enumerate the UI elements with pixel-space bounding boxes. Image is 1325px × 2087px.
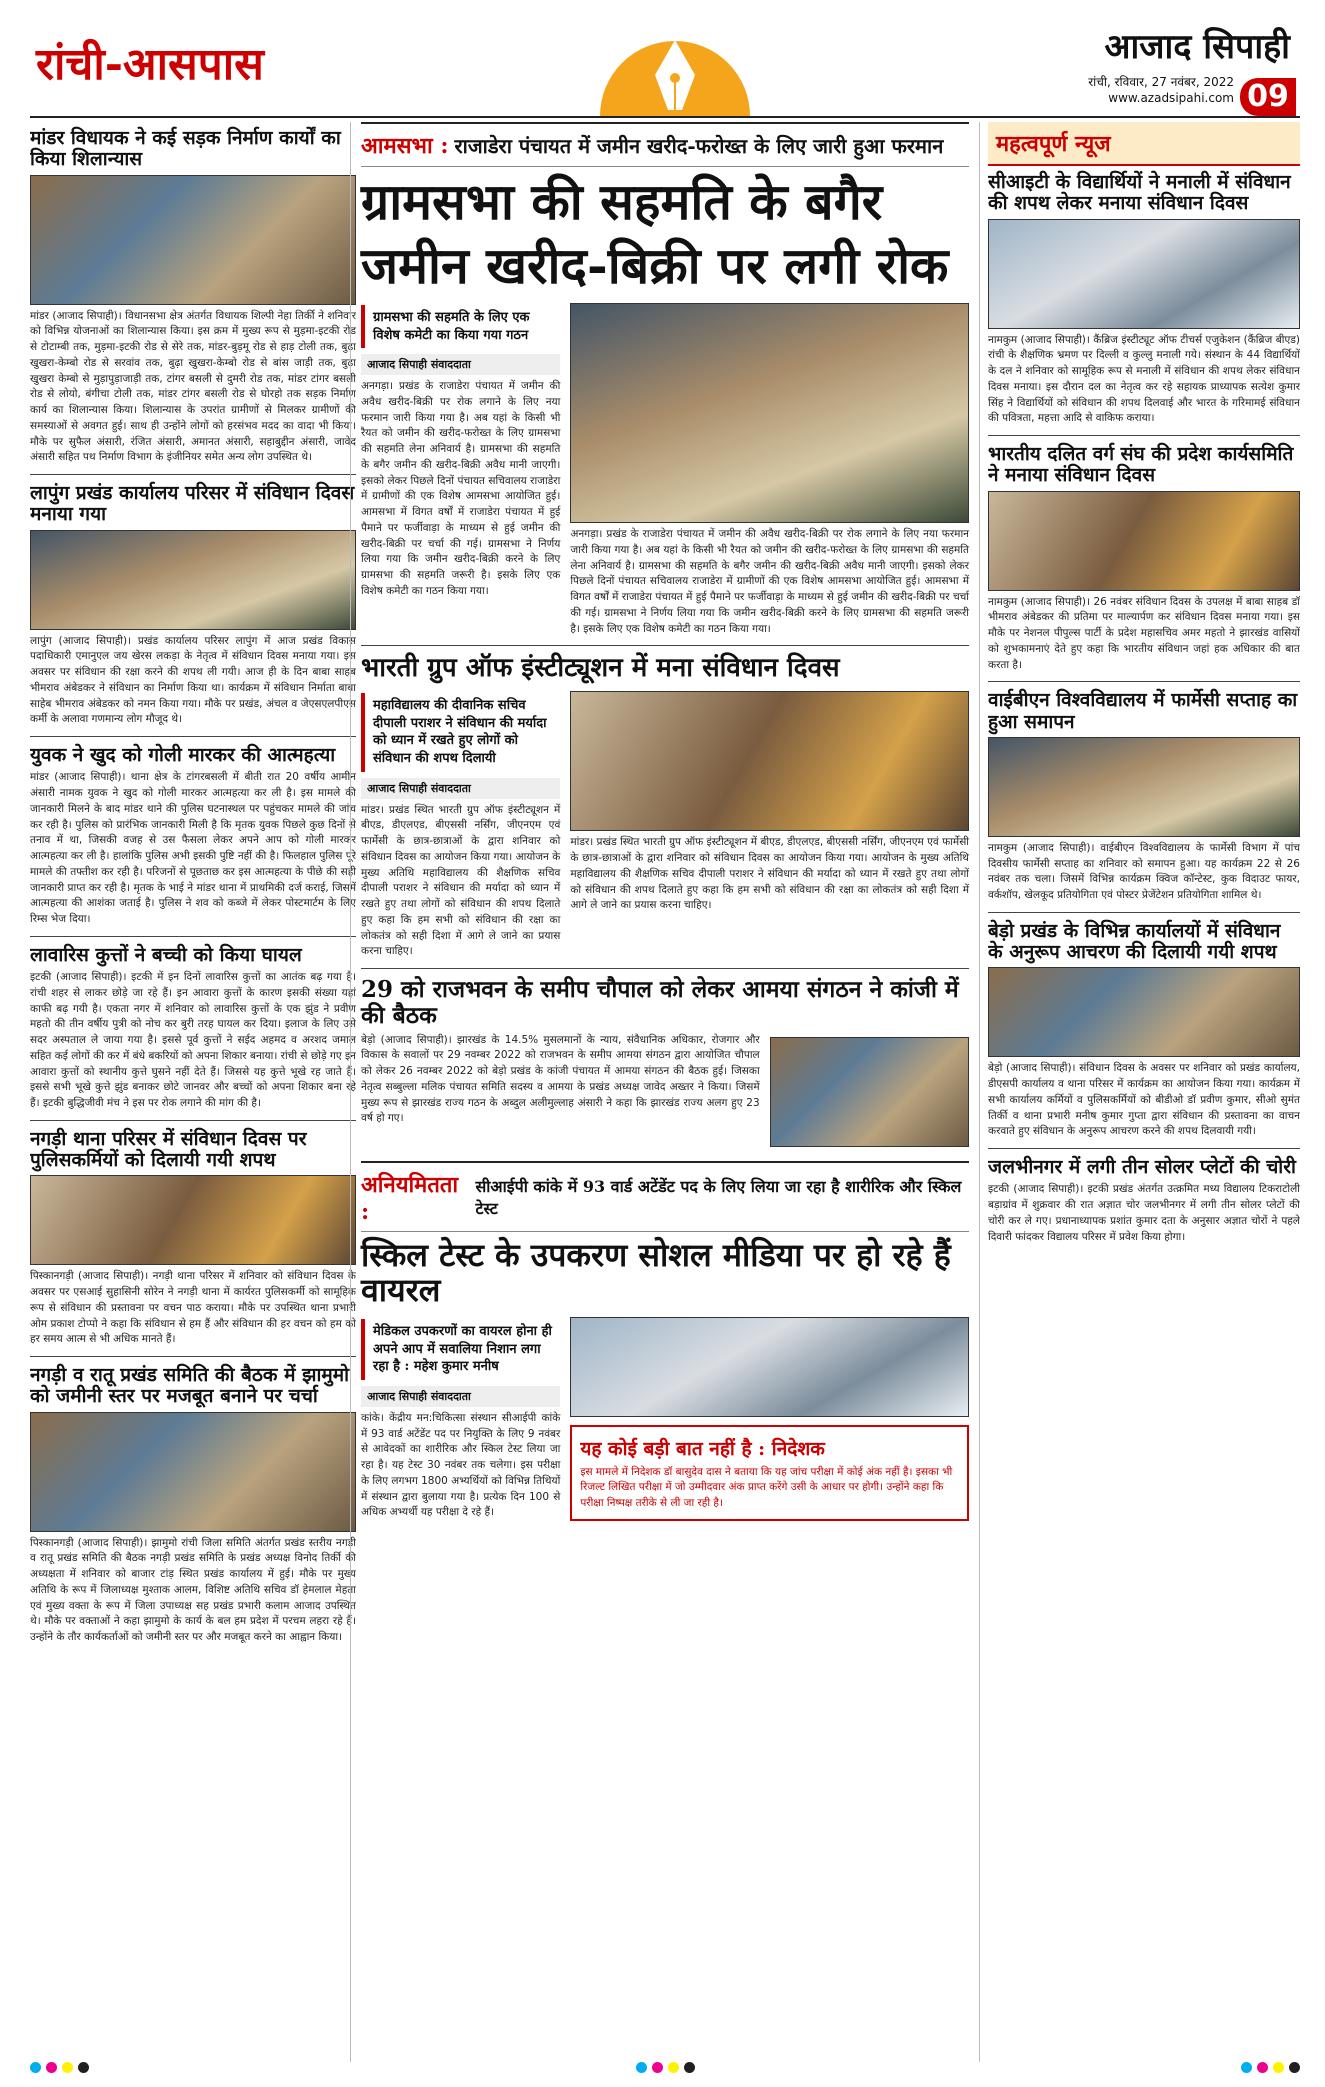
left-column — [30, 122, 356, 2062]
headline: भारतीय दलित वर्ग संघ की प्रदेश कार्यसमिति ने मनाया संविधान दिवस — [988, 443, 1294, 487]
headline: सीआइटी के विद्यार्थियों ने मनाली में संविधान की शपथ लेकर मनाया संविधान दिवस — [988, 171, 1291, 215]
headline: वाईबीएन विश्वविद्यालय में फार्मेसी सप्ताह का हुआ समापन — [988, 689, 1298, 733]
headline: भारती ग्रुप ऑफ इंस्टीट्यूशन में मना संविधान दिवस — [361, 653, 840, 684]
pull-quote: ग्रामसभा की सहमति के लिए एक विशेष कमेटी का किया गया गठन — [361, 305, 560, 348]
article-body: मांडर (आजाद सिपाही)। विधानसभा क्षेत्र अंतर्गत विधायक शिल्पी नेहा तिर्की ने शनिवार को विभिन्न योजनाओं का शिलान्यास किया। इस क्रम में मुख्य रूप से मुड़मा-इटकी रोड से टोटाम्बी तक, मुड़मा-इटकी रोड से सेरे तक, मांडर-बुड़मू रोड से हाड़ टोली तक, बुढ़ा खुखरा-केम्बो रोड से सरवांव तक, बुढ़ा खुखरा-केम्बो रोड से बांस जाड़ी तक, बुढ़ा खुखरा केम्बो से मुड़ापुड़ाजाड़ी तक, टांगर बसली से दुमरी रोड तक, मांडर टांगर बसली रोड से लोयो, बंगीचा टोली तक, मांडर टांगर बसली रोड से घोरहो तक सड़क निर्माण कार्य का शिलान्यास किया। शिलान्यास के उपरांत ग्रामीणों से मिलकर ग्रामीणों की समस्याओं से अवगत हुई। साथ ही उन्होंने लोगों को हरसंभव मदद का वादा भी किया। मौके पर सुफैल अंसारी, रंजित अंसारी, अमानत अंसारी, सहाबुद्दीन अंसारी, जावेद अंसारी सहित पथ निर्माण विभाग के इंजीनियर समेत अन्य लोग उपस्थित थे। — [30, 309, 356, 464]
registration-dot — [684, 2062, 695, 2073]
headline: नगड़ी व रातू प्रखंड समिति की बैठक में झामुमो को जमीनी स्तर पर मजबूत बनाने पर चर्चा — [30, 1364, 350, 1408]
headline: युवक ने खुद को गोली मारकर की आत्महत्या — [30, 744, 336, 767]
article-body: इटकी (आजाद सिपाही)। इटकी में इन दिनों लावारिस कुत्तों का आतंक बढ़ गया है। रांची शहर से लाकर छोड़े जा रहे हैं। इन आवारा कुत्तों के कारण इसकी संख्या यहां काफी बढ़ गयी है। एकता नगर में शनिवार को लावारिस कुत्तों के एक झुंड ने प्रवीण महतो की तीन वर्षीय पुत्री को नोच कर बुरी तरह घायल कर दिया। इलाज के लिए उसे सदर अस्पताल ले जाया गया है। इससे पूर्व कुत्तों ने सईद अहमद व अरशद जमाल सहित कई लोगों की कर में बंधे बकरियों को अपना शिकार बनाया। रांची से छोड़े गए इन आवारा कुत्तों को स्थानीय कुत्ते घुसने नहीं देते हैं। जिससे यह कुत्ते भूखे रह जाते हैं। इससे सभी भूखे कुत्ते झुंड बनाकर छोटे जानवर और बच्चों को अपना शिकार बना रहे हैं। इटकी बुद्धिजीवी मंच ने इस पर रोक लगाने की मांग की है। — [30, 971, 356, 1110]
article-body: कांके। केंद्रीय मन:चिकित्सा संस्थान सीआईपी कांके में 93 वार्ड अटेंडेंट पद पर नियुक्ति के लिए 9 नवंबर से आवेदकों का शारीरिक और स्किल टेस्ट लिया जा रहा है। यह टेस्ट 30 नवंबर तक चलेगा। इस परीक्षा के लिए लगभग 1800 अभ्यर्थियों को विभिन्न तिथियों में संस्थान द्वारा बुलाया गया है। प्रत्येक दिन 100 से अधिक अभ्यर्थी यह परीक्षा दे रहे हैं। — [361, 1411, 561, 1519]
article-body: नामकुम (आजाद सिपाही)। कैंब्रिज इंस्टीट्यूट ऑफ टीचर्स एजुकेशन (कैंब्रिज बीएड) रांची के शैक्षणिक भ्रमण पर दिल्ली व कुल्लु मनाली गये। संस्थान के 44 विद्यार्थियों के दल ने शनिवार को सामूहिक रूप से मनाली में संविधान की शपथ लेकर संविधान दिवस मनाया। इस दौरान दल का नेतृत्व कर रहे सहायक प्राध्यापक सत्येश कुमार सिंह ने विद्यार्थियों को संविधान की शपथ दिलवाई और भारत के गरिमामई संविधान की पवित्रता, महत्ता आदि से वाकिफ कराया। — [988, 333, 1300, 425]
middle-column — [350, 122, 980, 2062]
dateline — [1088, 74, 1234, 106]
registration-dot — [636, 2062, 647, 2073]
article-body: मांडर (आजाद सिपाही)। थाना क्षेत्र के टांगरबसली में बीती रात 20 वर्षीय आमीन अंसारी नामक युवक ने खुद को गोली मारकर आत्महत्या कर ली है। इस मामले की जानकारी मिलने के बाद मांडर थाने की पुलिस घटनास्थल पर पहुंचकर मामले की जांच कर रही है। पुलिस को प्रारंभिक जानकारी मिली है कि मृतक युवक पिछले कुछ दिनों से तनाव में था, जिसकी वजह से उस फैसला लेकर अपने आप को गोली मारकर आत्महत्या कर ली है। हालांकि पुलिस अभी इसकी पुष्टि नहीं की है। फिलहाल पुलिस पूरे मामले की तफ्तीश कर रही है। परिजनों से पूछताछ कर इस आत्महत्या के पीछे की सही जानकारी प्राप्त कर रही है। मृतक के भाई ने मांडर थाना में प्राथमिकी दर्ज कराई, जिसमें आत्महत्या की आशंका जताई है। पुलिस ने शव को कब्जे में लेकर पोस्टमार्टम के लिए रिम्स भेज दिया। — [30, 771, 356, 926]
article-body: पिस्कानगड़ी (आजाद सिपाही)। झामुमो रांची जिला समिति अंतर्गत प्रखंड स्तरीय नगड़ी व रातू प्रखंड समिति की बैठक नगड़ी प्रखंड समिति के प्रखंड अध्यक्ष विनोद तिर्की की अध्यक्षता में शनिवार को बाजार टांड़ स्थित प्रखंड कार्यालय में हुई। मौके पर मुख्य अतिथि के रूप में जिलाध्यक्ष मुश्ताक आलम, विशिष्ट अतिथि सचिव डॉ हेमलाल मेहता एवं मुख्य वक्ता के रूप में जिला उपाध्यक्ष सह प्रखंड प्रभारी कलाम आजाद उपस्थित थे। मौके पर वक्ताओं ने कहा झामुमो के कार्य के बल हम प्रदेश में परचम लहरा रहे हैं। उन्होंने के तौर कार्यकर्ताओं को जमीनी स्तर पर और मजबूत करने का आह्वान किया। — [30, 1536, 356, 1644]
registration-dot — [652, 2062, 663, 2073]
article-body: बेड़ो (आजाद सिपाही)। झारखंड के 14.5% मुसलमानों के न्याय, संवैधानिक अधिकार, रोजगार और विकास के सवालों पर 29 नवम्बर 2022 को राजभवन के समीप आमया संगठन द्वारा आयोजित चौपाल को लेकर 26 नवम्बर 2022 को बेड़ो प्रखंड के कांजी पंचायत में आमया संगठन की बैठक हुई। जिसका नेतृत्व सब्बुल्ला मलिक पंचायत समिति सदस्य व आमया के प्रखंड अध्यक्ष जावेद अख्तर ने किया। जिसमें मुख्य रूप से झारखंड राज्य गठन के अब्दुल अलीमुल्लाह अंसारी ने कहा कि झारखंड राज्य अलग हुए 23 वर्ष हो गए। — [361, 1033, 760, 1125]
photo — [30, 1412, 356, 1532]
article-body: पिस्कानगड़ी (आजाद सिपाही)। नगड़ी थाना परिसर में शनिवार को संविधान दिवस के अवसर पर एसआई सुहासिनी सोरेन ने नगड़ी थाना में कार्यरत पुलिसकर्मी को सामूहिक रूप से संविधान की प्रस्तावना पर वचन पाठ कराया। मौके पर उपस्थित थाना प्रभारी ओम प्रकाश टोप्पो ने कहा कि संविधान से हम हैं और संविधान की हर वचन को हम को हर समय आत्म से भी अधिक मानते हैं। — [30, 1270, 356, 1346]
registration-dot — [78, 2062, 89, 2073]
registration-dot — [668, 2062, 679, 2073]
main-headline-line1: ग्रामसभा की सहमति के बगैर — [361, 172, 883, 231]
article-body: लापुंग (आजाद सिपाही)। प्रखंड कार्यालय परिसर लापुंग में आज प्रखंड विकास पदाधिकारी एमानुएल जय खेरस लकड़ा के नेतृत्व में संविधान दिवस मनाया गया। इस अवसर पर संविधान की रक्षा करने की शपथ ली गयी। आज ही के दिन बाबा साहब भीमराव अंबेडकर ने संविधान का निर्माण किया था। कार्यक्रम में संविधान निर्माता बाबा साहेब भीमराव अंबेडकर को नमन किया गया। मौके पर प्रखंड, अंचल व जेएसएलपीएस कर्मी के अलावा गणमान्य लोग मौजूद थे। — [30, 634, 356, 726]
quote-body: इस मामले में निदेशक डॉ बासुदेव दास ने बताया कि यह जांच परीक्षा में कोई अंक नहीं है। इसका भी रिजल्ट लिखित परीक्षा में जो उम्मीदवार अंक प्राप्त करेंगे उसी के आधार पर होगी। उन्होंने कहा कि परीक्षा निष्पक्ष तरीके से ली जा रही है। — [580, 1466, 953, 1509]
headline: जलभीनगर में लगी तीन सोलर प्लेटों की चोरी — [988, 1156, 1296, 1179]
color-dots-left — [30, 2062, 89, 2073]
photo — [30, 175, 356, 305]
kicker: आमसभा : — [361, 133, 449, 159]
page-number: 09 — [1240, 78, 1296, 116]
section-title: रांची-आसपास — [36, 39, 264, 90]
kicker-bar — [361, 1161, 969, 1232]
photo — [988, 491, 1300, 591]
photo — [988, 219, 1300, 329]
article-body: अनगड़ा। प्रखंड के राजाडेरा पंचायत में जमीन की अवैध खरीद-बिक्री पर रोक लगाने के लिए नया फरमान जारी किया गया है। अब यहां के किसी भी रैयत को जमीन की खरीद-फरोख्त के लिए ग्रामसभा की सहमति लेना अनिवार्य है। ग्रामसभा की सहमति के बगैर जमीन की खरीद-बिक्री अवैध मानी जाएगी। इसको लेकर पिछले दिनों पंचायत सचिवालय राजाडेरा में ग्रामीणों की एक विशेष आमसभा आयोजित हुई। आमसभा में विगत वर्षों में राजाडेरा पंचायत में हुई पैमाने पर फर्जीवाड़ा के माध्यम से हुई जमीन की खरीद-बिक्री पर चर्चा की गई। ग्रामसभा ने निर्णय लिया गया कि जमीन खरीद-बिक्री करने के लिए ग्रामसभा की सहमति जरूरी है। इसके लिए एक विशेष कमेटी का गठन किया गया। — [361, 380, 561, 597]
headline: 29 को राजभवन के समीप चौपाल को लेकर आमया संगठन ने कांजी में की बैठक — [361, 976, 959, 1029]
photo — [570, 691, 969, 831]
photo — [988, 737, 1300, 837]
pull-quote: महाविद्यालय की दीवानिक सचिव दीपाली पराशर ने संविधान की मर्यादा को ध्यान में रखते हुए लोगों को संविधान की शपथ दिलायी — [361, 693, 560, 771]
article-body-continued: अनगड़ा। प्रखंड के राजाडेरा पंचायत में जमीन की अवैध खरीद-बिक्री पर रोक लगाने के लिए नया फरमान जारी किया गया है। अब यहां के किसी भी रैयत को जमीन की खरीद-फरोख्त के लिए ग्रामसभा की सहमति लेना अनिवार्य है। ग्रामसभा की सहमति के बगैर जमीन की खरीद-बिक्री अवैध मानी जाएगी। इसको लेकर पिछले दिनों पंचायत सचिवालय राजाडेरा में ग्रामीणों की एक विशेष आमसभा आयोजित हुई। आमसभा में विगत वर्षों में राजाडेरा पंचायत में हुई पैमाने पर फर्जीवाड़ा के माध्यम से हुई जमीन की खरीद-बिक्री पर चर्चा की गई। ग्रामसभा ने निर्णय लिया गया कि जमीन खरीद-बिक्री करने के लिए ग्रामसभा की सहमति जरूरी है। इसके लिए एक विशेष कमेटी का गठन किया गया। — [570, 528, 969, 635]
color-dots-right — [1241, 2062, 1300, 2073]
kicker: अनियमितता : — [361, 1171, 459, 1225]
registration-dot — [46, 2062, 57, 2073]
registration-dot — [1257, 2062, 1268, 2073]
photo — [570, 303, 969, 523]
article-body: नामकुम (आजाद सिपाही)। 26 नवंबर संविधान दिवस के उपलक्ष में बाबा साहब डॉ भीमराव अंबेडकर की प्रतिमा पर माल्यार्पण कर संविधान दिवस मनाया गया। इस मौके पर नेशनल पीपुल्स पार्टी के प्रदेश महासचिव अमर महतो ने झारखंड वासियों को शुभकामनाएं देते हुए कहा कि भारतीय संविधान जहां हक अधिकार की बात करता है। — [988, 595, 1300, 671]
article-body: बेड़ो (आजाद सिपाही)। संविधान दिवस के अवसर पर शनिवार को प्रखंड कार्यालय, डीएसपी कार्यालय व थाना परिसर में कार्यक्रम का आयोजन किया गया। कार्यक्रम में सभी कार्यालय कर्मियों व पुलिसकर्मियों को बीडीओ डॉ प्रवीण कुमार, सीओ सुमंत तिर्की व थाना प्रभारी मनीष कुमार गुप्ता द्वारा संविधान की प्रस्तावना का वाचन करवाते हुए संविधान के अनुरूप आचरण करने की शपथ दिलवायी गयी। — [988, 1062, 1300, 1138]
color-dots-middle — [636, 2062, 695, 2073]
headline: लावारिस कुत्तों ने बच्ची को किया घायल — [30, 943, 302, 966]
article-body: नामकुम (आजाद सिपाही)। वाईबीएन विश्वविद्यालय के फार्मेसी विभाग में पांच दिवसीय फार्मेसी सप्ताह का शनिवार को समापन हुआ। यह कार्यक्रम 22 से 26 नवंबर तक चला। जिसमें विभिन्न कार्यक्रम क्विज कॉन्टेस्ट, कुक विदाउट फायर, वर्कशॉप, खेलकूद प्रतियोगिता एवं पोस्टर प्रेजेंटेशन प्रतियोगिता शामिल थे। — [988, 841, 1300, 902]
byline: आजाद सिपाही संवाददाता — [361, 1386, 560, 1407]
main-headline-line2: जमीन खरीद-बिक्री पर लगी रोक — [361, 236, 949, 295]
photo — [30, 1175, 356, 1265]
print-registration-marks — [30, 2060, 1300, 2074]
kicker-bar — [361, 122, 969, 167]
article-body: मांडर। प्रखंड स्थित भारती ग्रुप ऑफ इंस्टीट्यूशन में बीएड, डीएलएड, बीएससी नर्सिंग, जीएनएम एवं फार्मेसी के छात्र-छात्राओं के द्वारा शनिवार को संविधान दिवस का आयोजन किया गया। आयोजन के मुख्य अतिथि महाविद्यालय की शैक्षणिक सचिव दीपाली पराशर ने संविधान की मर्यादा को ध्यान में रखते हुए तथा लोगों को संविधान की शपथ दिलाते हुए कहा कि हम सभी को संविधान की रक्षा का लोकतंत्र को सही दिशा में आगे ले जाने का प्रयास करना चाहिए। — [361, 803, 561, 958]
registration-dot — [62, 2062, 73, 2073]
photo — [770, 1037, 969, 1147]
right-column — [988, 122, 1300, 2062]
photo — [30, 530, 356, 630]
quote-box — [570, 1425, 969, 1521]
registration-dot — [1273, 2062, 1284, 2073]
kicker-text: राजाडेरा पंचायत में जमीन खरीद-फरोख्त के लिए जारी हुआ फरमान — [454, 133, 944, 158]
headline: लापुंग प्रखंड कार्यालय परिसर में संविधान दिवस मनाया गया — [30, 482, 355, 526]
registration-dot — [30, 2062, 41, 2073]
registration-dot — [1289, 2062, 1300, 2073]
article-body: इटकी (आजाद सिपाही)। इटकी प्रखंड अंतर्गत उत्क्रमित मध्य विद्यालय टिकराटोली बड़ाग्रांव में शुक्रवार की रात अज्ञात चोर जलभीनगर में लगी तीन सोलर प्लेटों की चोरी कर ले गए। प्रधानाध्यापक प्रशांत कुमार दता के अनुसार अज्ञात चोरों ने पहले दिवारी फांदकर विद्यालय परिसर में प्रवेश किया होगा। — [988, 1183, 1300, 1243]
kicker-text: सीआईपी कांके में 93 वार्ड अटेंडेंट पद के लिए लिया जा रहा है शारीरिक और स्किल टेस्ट — [475, 1176, 962, 1218]
article-body-continued: मांडर। प्रखंड स्थित भारती ग्रुप ऑफ इंस्टीट्यूशन में बीएड, डीएलएड, बीएससी नर्सिंग, जीएनएम एवं फार्मेसी के छात्र-छात्राओं के द्वारा शनिवार को संविधान दिवस का आयोजन किया गया। आयोजन के मुख्य अतिथि महाविद्यालय की शैक्षणिक सचिव दीपाली पराशर ने संविधान की मर्यादा को ध्यान में रखते हुए तथा लोगों को संविधान की शपथ दिलाते हुए कहा कि हम सभी को संविधान की रक्षा का लोकतंत्र को सही दिशा में आगे ले जाने का प्रयास करना चाहिए। — [570, 836, 970, 912]
quote-title: यह कोई बड़ी बात नहीं है : निदेशक — [580, 1438, 825, 1461]
website-link[interactable]: www.azadsipahi.com — [1108, 91, 1234, 105]
headline: मांडर विधायक ने कई सड़क निर्माण कार्यों का किया शिलान्यास — [30, 127, 341, 171]
brand-logo: आजाद सिपाही — [1104, 27, 1290, 67]
headline: नगड़ी थाना परिसर में संविधान दिवस पर पुलिसकर्मियों को दिलायी गयी शपथ — [30, 1127, 307, 1172]
date: रांची, रविवार, 27 नवंबर, 2022 — [1088, 75, 1234, 89]
pull-quote: मेडिकल उपकरणों का वायरल होना ही अपने आप में सवालिया निशान लगा रहा है : महेश कुमार मनीष — [361, 1319, 560, 1380]
photo — [988, 967, 1300, 1057]
byline: आजाद सिपाही संवाददाता — [361, 778, 560, 799]
headline: बेड़ो प्रखंड के विभिन्न कार्यालयों में संविधान के अनुरूप आचरण की दिलायी गयी शपथ — [988, 919, 1281, 964]
masthead — [30, 18, 1300, 118]
registration-dot — [1241, 2062, 1252, 2073]
photo — [570, 1317, 969, 1417]
pen-nib-icon — [600, 20, 750, 116]
byline: आजाद सिपाही संवाददाता — [361, 354, 560, 375]
section-box-title: महत्वपूर्ण न्यूज — [988, 122, 1300, 166]
headline: स्किल टेस्ट के उपकरण सोशल मीडिया पर हो रहे हैं वायरल — [361, 1235, 951, 1310]
